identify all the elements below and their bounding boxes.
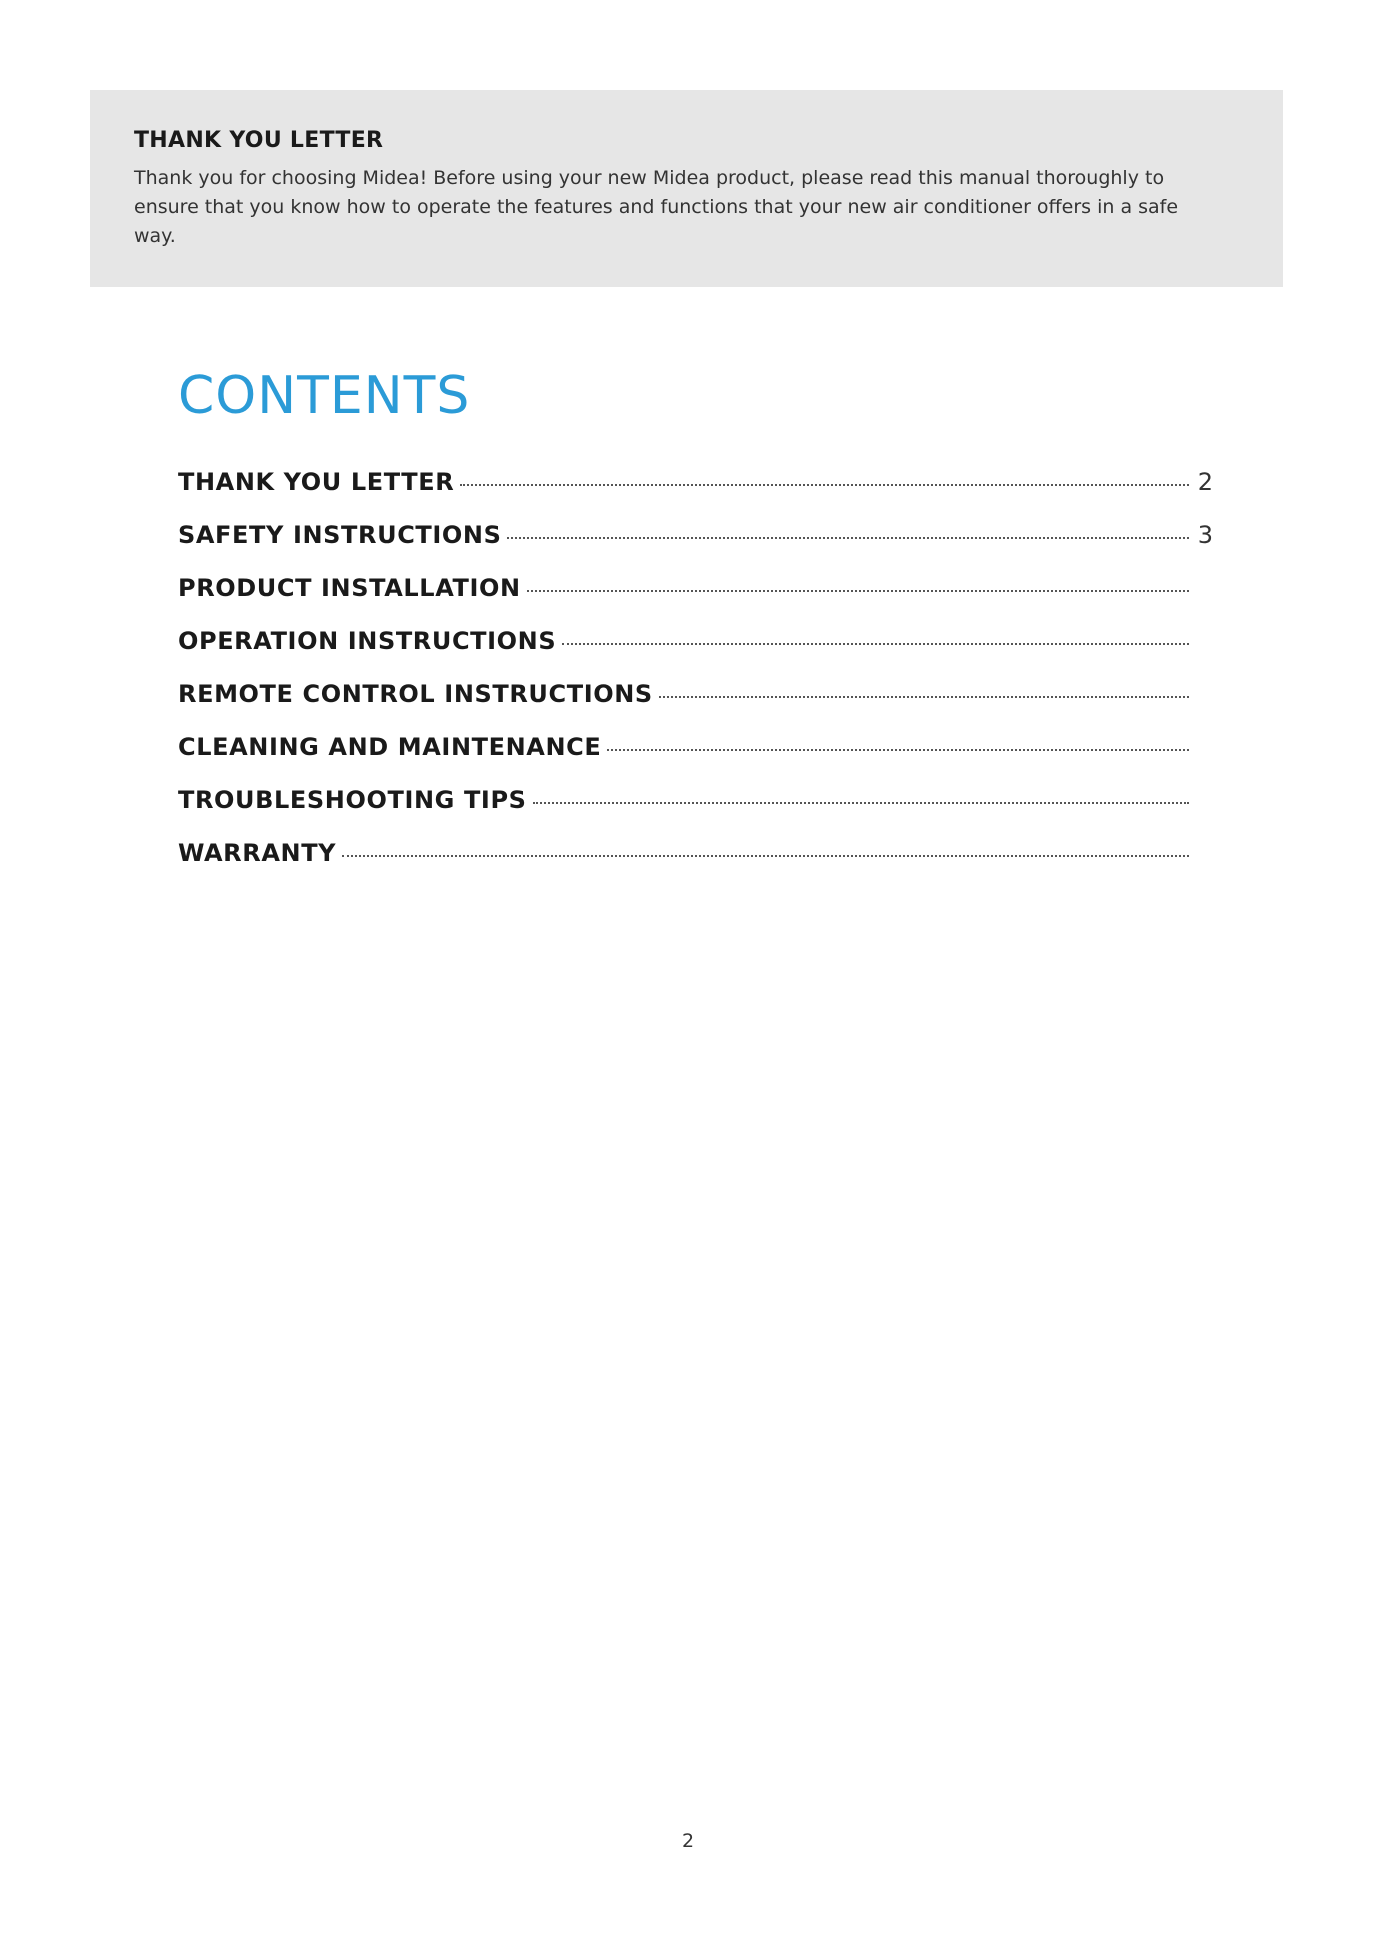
toc-entry-thank-you-letter[interactable] xyxy=(178,468,1213,521)
toc-entry-label: CLEANING AND MAINTENANCE xyxy=(178,733,602,761)
toc-dot-leader xyxy=(342,855,1189,857)
toc-entry-page: 3 xyxy=(1197,521,1213,549)
toc-entry-label: THANK YOU LETTER xyxy=(178,468,455,496)
toc-entry-remote-control-instructions[interactable] xyxy=(178,680,1213,733)
thank-you-letter-box xyxy=(90,90,1283,287)
toc-entry-label: WARRANTY xyxy=(178,839,337,867)
toc-dot-leader xyxy=(562,643,1189,645)
toc-dot-leader xyxy=(527,590,1189,592)
toc-entry-page: 2 xyxy=(1197,468,1213,496)
toc-entry-label: PRODUCT INSTALLATION xyxy=(178,574,521,602)
table-of-contents xyxy=(178,468,1213,892)
toc-entry-label: OPERATION INSTRUCTIONS xyxy=(178,627,557,655)
page-number: 2 xyxy=(681,1830,695,1852)
contents-title: CONTENTS xyxy=(178,366,471,426)
toc-entry-operation-instructions[interactable] xyxy=(178,627,1213,680)
toc-dot-leader xyxy=(659,696,1189,698)
toc-entry-label: TROUBLESHOOTING TIPS xyxy=(178,786,527,814)
letter-heading: THANK YOU LETTER xyxy=(134,128,384,153)
toc-entry-troubleshooting-tips[interactable] xyxy=(178,786,1213,839)
letter-body: Thank you for choosing Midea! Before using your new Midea product, please read this manual thoroughly to ensure that you know how to operate the features and functions that your new air conditioner offers in a safe way. xyxy=(134,167,1179,247)
toc-entry-safety-instructions[interactable] xyxy=(178,521,1213,574)
toc-entry-warranty[interactable] xyxy=(178,839,1213,892)
toc-entry-label: REMOTE CONTROL INSTRUCTIONS xyxy=(178,680,653,708)
toc-dot-leader xyxy=(533,802,1189,804)
toc-entry-product-installation[interactable] xyxy=(178,574,1213,627)
toc-entry-label: SAFETY INSTRUCTIONS xyxy=(178,521,502,549)
toc-dot-leader xyxy=(507,537,1189,539)
toc-dot-leader xyxy=(460,484,1189,486)
toc-dot-leader xyxy=(607,749,1189,751)
toc-entry-cleaning-and-maintenance[interactable] xyxy=(178,733,1213,786)
